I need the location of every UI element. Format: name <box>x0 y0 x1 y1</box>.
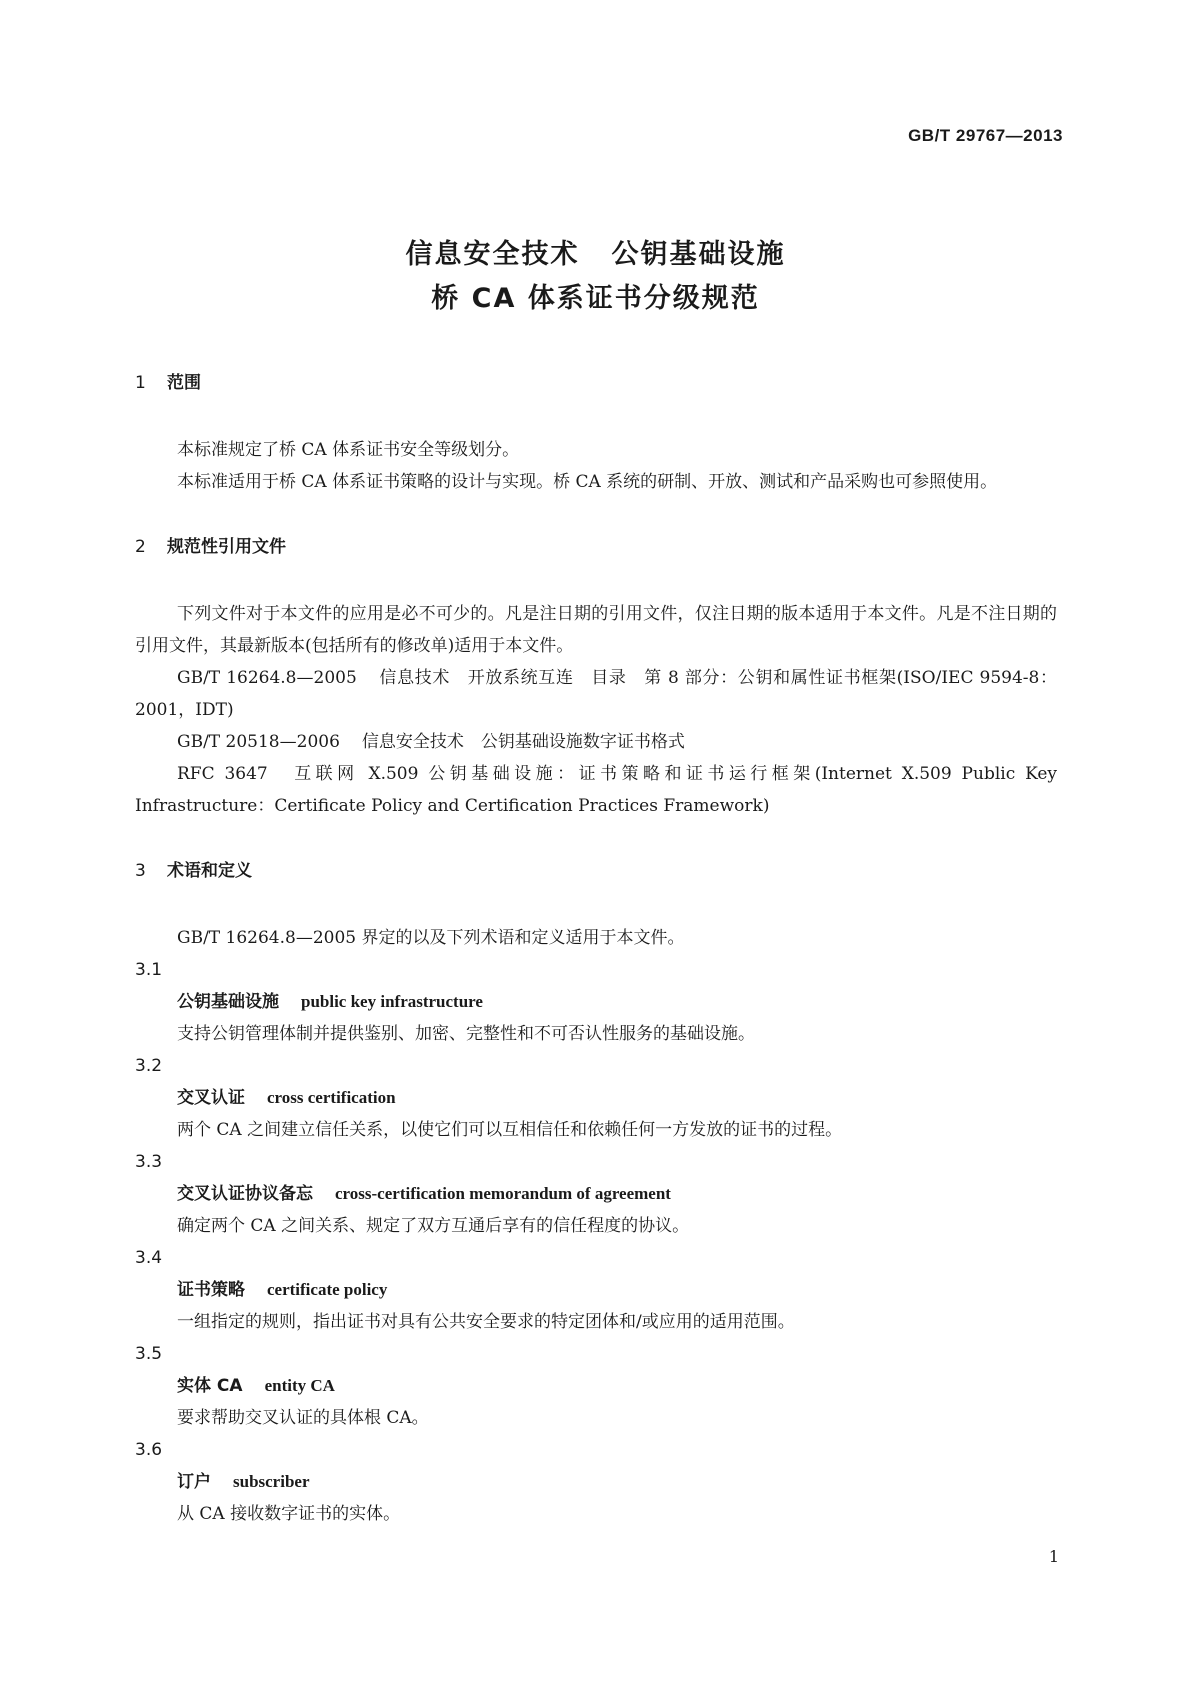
references-intro: 下列文件对于本文件的应用是必不可少的。凡是注日期的引用文件，仅注日期的版本适用于本文件。凡是不注日期的引用文件，其最新版本(包括所有的修改单)适用于本文件。 <box>135 604 1057 656</box>
term-definition: 支持公钥管理体制并提供鉴别、加密、完整性和不可否认性服务的基础设施。 <box>177 1024 755 1044</box>
scope-paragraph-1: 本标准规定了桥 CA 体系证书安全等级划分。 <box>177 440 520 460</box>
section-heading-scope <box>135 370 1057 396</box>
title-part-1: 信息安全技术 <box>405 239 580 270</box>
term-number: 3.6 <box>135 1440 163 1460</box>
term-name <box>177 986 1057 1018</box>
title-line-1 <box>0 232 1191 271</box>
term-number: 3.4 <box>135 1248 163 1268</box>
term-name-zh: 证书策略 <box>177 1280 245 1300</box>
standard-number: GB/T 29767—2013 <box>908 126 1063 145</box>
terms-intro: GB/T 16264.8—2005 界定的以及下列术语和定义适用于本文件。 <box>177 928 685 948</box>
term-name <box>177 1082 1057 1114</box>
term-name-zh: 交叉认证 <box>177 1088 245 1108</box>
term-name-en: public key infrastructure <box>301 992 483 1011</box>
term-number: 3.2 <box>135 1056 163 1076</box>
section-heading-terms <box>135 858 1057 884</box>
term-name-en: entity CA <box>264 1376 335 1395</box>
reference-code: RFC 3647 <box>177 764 268 784</box>
term-name-zh: 交叉认证协议备忘 <box>177 1184 313 1204</box>
term-entry <box>135 1434 1057 1530</box>
reference-code: GB/T 20518—2006 <box>177 732 340 752</box>
title-part-2: 公钥基础设施 <box>611 239 786 270</box>
reference-title: 互联网 X.509 公钥基础设施：证书策略和证书运行框架(Internet X.509 Public Key Infrastructure：Certificate Policy and Certification Practices Framework) <box>135 764 1058 816</box>
term-name <box>177 1466 1057 1498</box>
term-definition: 两个 CA 之间建立信任关系，以使它们可以互相信任和依赖任何一方发放的证书的过程。 <box>177 1120 843 1140</box>
reference-item <box>135 726 1057 758</box>
term-entry <box>135 954 1057 1050</box>
term-name-zh: 订户 <box>177 1472 211 1492</box>
reference-item <box>135 758 1057 822</box>
section-number: 1 <box>135 373 146 393</box>
term-name <box>177 1178 1057 1210</box>
scope-paragraph-2: 本标准适用于桥 CA 体系证书策略的设计与实现。桥 CA 系统的研制、开放、测试和产品采购也可参照使用。 <box>177 472 998 492</box>
term-number: 3.3 <box>135 1152 163 1172</box>
reference-title: 信息安全技术 公钥基础设施数字证书格式 <box>361 732 685 752</box>
term-name-en: subscriber <box>233 1472 310 1491</box>
term-entry <box>135 1338 1057 1434</box>
term-number: 3.5 <box>135 1344 163 1364</box>
term-definition: 确定两个 CA 之间关系、规定了双方互通后享有的信任程度的协议。 <box>177 1216 690 1236</box>
term-entry <box>135 1242 1057 1338</box>
section-number: 2 <box>135 537 146 557</box>
reference-item <box>135 662 1057 726</box>
page-number: 1 <box>1048 1547 1059 1566</box>
term-definition: 从 CA 接收数字证书的实体。 <box>177 1504 401 1524</box>
section-title: 范围 <box>167 373 201 393</box>
term-definition: 要求帮助交叉认证的具体根 CA。 <box>177 1408 429 1428</box>
term-name-en: cross certification <box>267 1088 396 1107</box>
term-number: 3.1 <box>135 960 163 980</box>
term-name-en: cross-certification memorandum of agreement <box>335 1184 671 1203</box>
document-body <box>135 370 1057 1530</box>
section-number: 3 <box>135 861 146 881</box>
reference-title: 信息技术 开放系统互连 目录 第 8 部分：公钥和属性证书框架(ISO/IEC 9594-8：2001，IDT) <box>135 668 1058 720</box>
section-heading-normative-references <box>135 534 1057 560</box>
term-name <box>177 1274 1057 1306</box>
section-title: 术语和定义 <box>167 861 252 881</box>
term-name-zh: 实体 CA <box>177 1376 243 1396</box>
term-name-en: certificate policy <box>267 1280 388 1299</box>
term-entry <box>135 1146 1057 1242</box>
term-entry <box>135 1050 1057 1146</box>
term-definition: 一组指定的规则，指出证书对具有公共安全要求的特定团体和/或应用的适用范围。 <box>177 1312 795 1332</box>
section-title: 规范性引用文件 <box>167 537 286 557</box>
reference-code: GB/T 16264.8—2005 <box>177 668 357 688</box>
title-line-2: 桥 CA 体系证书分级规范 <box>431 283 760 314</box>
term-name-zh: 公钥基础设施 <box>177 992 279 1012</box>
term-name <box>177 1370 1057 1402</box>
